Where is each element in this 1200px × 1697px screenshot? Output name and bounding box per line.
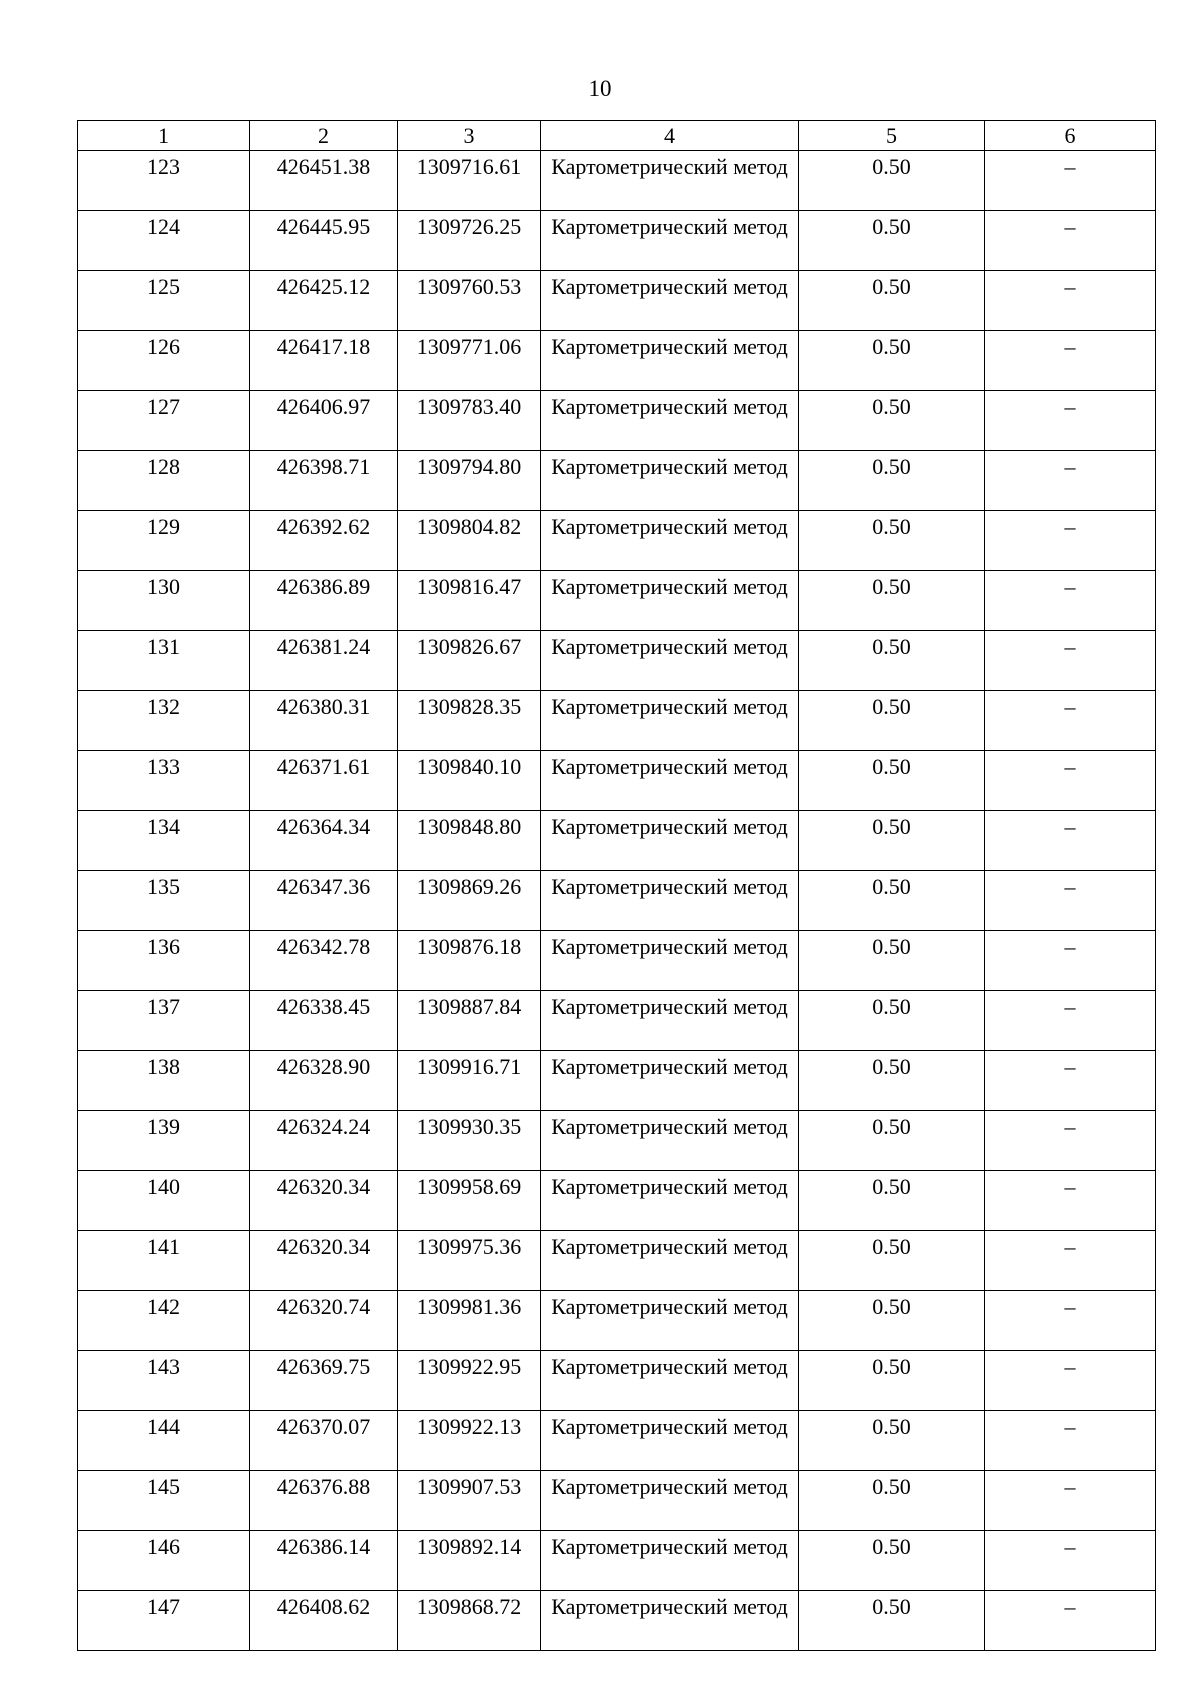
x-coordinate-cell: 426408.62: [250, 1591, 398, 1651]
column-header-4: 4: [541, 121, 799, 151]
y-coordinate-cell: 1309783.40: [398, 391, 541, 451]
point-number-cell: 145: [78, 1471, 250, 1531]
accuracy-cell: 0.50: [799, 751, 985, 811]
x-coordinate-cell: 426425.12: [250, 271, 398, 331]
accuracy-cell: 0.50: [799, 631, 985, 691]
column-header-2: 2: [250, 121, 398, 151]
note-cell: –: [985, 1051, 1156, 1111]
method-cell: Картометрический метод: [541, 1531, 799, 1591]
accuracy-cell: 0.50: [799, 451, 985, 511]
table-row: [78, 631, 1156, 691]
note-cell: –: [985, 1411, 1156, 1471]
note-cell: –: [985, 1351, 1156, 1411]
point-number-cell: 147: [78, 1591, 250, 1651]
x-coordinate-cell: 426386.89: [250, 571, 398, 631]
y-coordinate-cell: 1309907.53: [398, 1471, 541, 1531]
table-row: [78, 1171, 1156, 1231]
table-row: [78, 991, 1156, 1051]
method-cell: Картометрический метод: [541, 391, 799, 451]
column-header-1: 1: [78, 121, 250, 151]
accuracy-cell: 0.50: [799, 1351, 985, 1411]
method-cell: Картометрический метод: [541, 691, 799, 751]
accuracy-cell: 0.50: [799, 691, 985, 751]
accuracy-cell: 0.50: [799, 1111, 985, 1171]
note-cell: –: [985, 811, 1156, 871]
y-coordinate-cell: 1309771.06: [398, 331, 541, 391]
x-coordinate-cell: 426371.61: [250, 751, 398, 811]
y-coordinate-cell: 1309975.36: [398, 1231, 541, 1291]
accuracy-cell: 0.50: [799, 331, 985, 391]
point-number-cell: 133: [78, 751, 250, 811]
y-coordinate-cell: 1309794.80: [398, 451, 541, 511]
point-number-cell: 134: [78, 811, 250, 871]
point-number-cell: 124: [78, 211, 250, 271]
y-coordinate-cell: 1309826.67: [398, 631, 541, 691]
x-coordinate-cell: 426381.24: [250, 631, 398, 691]
x-coordinate-cell: 426320.74: [250, 1291, 398, 1351]
point-number-cell: 136: [78, 931, 250, 991]
table-row: [78, 931, 1156, 991]
table-row: [78, 811, 1156, 871]
point-number-cell: 129: [78, 511, 250, 571]
method-cell: Картометрический метод: [541, 1411, 799, 1471]
table-row: [78, 1231, 1156, 1291]
method-cell: Картометрический метод: [541, 991, 799, 1051]
x-coordinate-cell: 426451.38: [250, 151, 398, 211]
accuracy-cell: 0.50: [799, 271, 985, 331]
accuracy-cell: 0.50: [799, 1291, 985, 1351]
note-cell: –: [985, 931, 1156, 991]
accuracy-cell: 0.50: [799, 1531, 985, 1591]
y-coordinate-cell: 1309958.69: [398, 1171, 541, 1231]
method-cell: Картометрический метод: [541, 451, 799, 511]
column-header-5: 5: [799, 121, 985, 151]
y-coordinate-cell: 1309916.71: [398, 1051, 541, 1111]
method-cell: Картометрический метод: [541, 1291, 799, 1351]
x-coordinate-cell: 426376.88: [250, 1471, 398, 1531]
accuracy-cell: 0.50: [799, 1471, 985, 1531]
x-coordinate-cell: 426386.14: [250, 1531, 398, 1591]
note-cell: –: [985, 1531, 1156, 1591]
point-number-cell: 132: [78, 691, 250, 751]
y-coordinate-cell: 1309869.26: [398, 871, 541, 931]
point-number-cell: 139: [78, 1111, 250, 1171]
y-coordinate-cell: 1309930.35: [398, 1111, 541, 1171]
point-number-cell: 138: [78, 1051, 250, 1111]
note-cell: –: [985, 571, 1156, 631]
method-cell: Картометрический метод: [541, 631, 799, 691]
note-cell: –: [985, 1231, 1156, 1291]
x-coordinate-cell: 426338.45: [250, 991, 398, 1051]
table-row: [78, 1531, 1156, 1591]
x-coordinate-cell: 426417.18: [250, 331, 398, 391]
point-number-cell: 128: [78, 451, 250, 511]
note-cell: –: [985, 451, 1156, 511]
method-cell: Картометрический метод: [541, 751, 799, 811]
point-number-cell: 135: [78, 871, 250, 931]
accuracy-cell: 0.50: [799, 811, 985, 871]
table-row: [78, 571, 1156, 631]
x-coordinate-cell: 426369.75: [250, 1351, 398, 1411]
page-number: 10: [588, 76, 612, 101]
method-cell: Картометрический метод: [541, 211, 799, 271]
y-coordinate-cell: 1309922.13: [398, 1411, 541, 1471]
note-cell: –: [985, 271, 1156, 331]
y-coordinate-cell: 1309848.80: [398, 811, 541, 871]
point-number-cell: 141: [78, 1231, 250, 1291]
method-cell: Картометрический метод: [541, 331, 799, 391]
y-coordinate-cell: 1309981.36: [398, 1291, 541, 1351]
note-cell: –: [985, 211, 1156, 271]
method-cell: Картометрический метод: [541, 1471, 799, 1531]
x-coordinate-cell: 426445.95: [250, 211, 398, 271]
table-row: [78, 1051, 1156, 1111]
point-number-cell: 130: [78, 571, 250, 631]
point-number-cell: 140: [78, 1171, 250, 1231]
accuracy-cell: 0.50: [799, 1231, 985, 1291]
table-row: [78, 391, 1156, 451]
note-cell: –: [985, 391, 1156, 451]
table-header-row: [78, 121, 1156, 151]
table-row: [78, 1591, 1156, 1651]
table-row: [78, 751, 1156, 811]
note-cell: –: [985, 1591, 1156, 1651]
table-row: [78, 511, 1156, 571]
x-coordinate-cell: 426328.90: [250, 1051, 398, 1111]
method-cell: Картометрический метод: [541, 871, 799, 931]
accuracy-cell: 0.50: [799, 931, 985, 991]
x-coordinate-cell: 426364.34: [250, 811, 398, 871]
coordinates-table: [77, 120, 1156, 1651]
x-coordinate-cell: 426324.24: [250, 1111, 398, 1171]
note-cell: –: [985, 1171, 1156, 1231]
y-coordinate-cell: 1309716.61: [398, 151, 541, 211]
note-cell: –: [985, 1471, 1156, 1531]
point-number-cell: 123: [78, 151, 250, 211]
point-number-cell: 126: [78, 331, 250, 391]
y-coordinate-cell: 1309876.18: [398, 931, 541, 991]
table-row: [78, 331, 1156, 391]
y-coordinate-cell: 1309726.25: [398, 211, 541, 271]
accuracy-cell: 0.50: [799, 1411, 985, 1471]
method-cell: Картометрический метод: [541, 511, 799, 571]
point-number-cell: 144: [78, 1411, 250, 1471]
table-row: [78, 1291, 1156, 1351]
method-cell: Картометрический метод: [541, 151, 799, 211]
accuracy-cell: 0.50: [799, 991, 985, 1051]
table-row: [78, 151, 1156, 211]
method-cell: Картометрический метод: [541, 1351, 799, 1411]
y-coordinate-cell: 1309760.53: [398, 271, 541, 331]
table-row: [78, 451, 1156, 511]
method-cell: Картометрический метод: [541, 271, 799, 331]
accuracy-cell: 0.50: [799, 1051, 985, 1111]
note-cell: –: [985, 1291, 1156, 1351]
table-row: [78, 271, 1156, 331]
table-row: [78, 1411, 1156, 1471]
point-number-cell: 143: [78, 1351, 250, 1411]
method-cell: Картометрический метод: [541, 1051, 799, 1111]
x-coordinate-cell: 426342.78: [250, 931, 398, 991]
y-coordinate-cell: 1309840.10: [398, 751, 541, 811]
y-coordinate-cell: 1309887.84: [398, 991, 541, 1051]
y-coordinate-cell: 1309922.95: [398, 1351, 541, 1411]
table-row: [78, 1351, 1156, 1411]
y-coordinate-cell: 1309892.14: [398, 1531, 541, 1591]
accuracy-cell: 0.50: [799, 211, 985, 271]
x-coordinate-cell: 426320.34: [250, 1231, 398, 1291]
point-number-cell: 142: [78, 1291, 250, 1351]
x-coordinate-cell: 426380.31: [250, 691, 398, 751]
accuracy-cell: 0.50: [799, 151, 985, 211]
accuracy-cell: 0.50: [799, 1591, 985, 1651]
table-row: [78, 211, 1156, 271]
method-cell: Картометрический метод: [541, 931, 799, 991]
note-cell: –: [985, 871, 1156, 931]
method-cell: Картометрический метод: [541, 1591, 799, 1651]
method-cell: Картометрический метод: [541, 1171, 799, 1231]
point-number-cell: 127: [78, 391, 250, 451]
point-number-cell: 131: [78, 631, 250, 691]
column-header-3: 3: [398, 121, 541, 151]
x-coordinate-cell: 426320.34: [250, 1171, 398, 1231]
note-cell: –: [985, 151, 1156, 211]
accuracy-cell: 0.50: [799, 571, 985, 631]
table-row: [78, 1111, 1156, 1171]
accuracy-cell: 0.50: [799, 391, 985, 451]
x-coordinate-cell: 426370.07: [250, 1411, 398, 1471]
accuracy-cell: 0.50: [799, 1171, 985, 1231]
y-coordinate-cell: 1309816.47: [398, 571, 541, 631]
note-cell: –: [985, 751, 1156, 811]
table-row: [78, 691, 1156, 751]
x-coordinate-cell: 426398.71: [250, 451, 398, 511]
point-number-cell: 146: [78, 1531, 250, 1591]
y-coordinate-cell: 1309804.82: [398, 511, 541, 571]
note-cell: –: [985, 631, 1156, 691]
accuracy-cell: 0.50: [799, 871, 985, 931]
note-cell: –: [985, 331, 1156, 391]
accuracy-cell: 0.50: [799, 511, 985, 571]
note-cell: –: [985, 1111, 1156, 1171]
method-cell: Картометрический метод: [541, 571, 799, 631]
point-number-cell: 137: [78, 991, 250, 1051]
x-coordinate-cell: 426347.36: [250, 871, 398, 931]
table-body: [78, 151, 1156, 1651]
method-cell: Картометрический метод: [541, 811, 799, 871]
column-header-6: 6: [985, 121, 1156, 151]
x-coordinate-cell: 426406.97: [250, 391, 398, 451]
table-row: [78, 871, 1156, 931]
note-cell: –: [985, 991, 1156, 1051]
note-cell: –: [985, 691, 1156, 751]
y-coordinate-cell: 1309828.35: [398, 691, 541, 751]
method-cell: Картометрический метод: [541, 1111, 799, 1171]
table-row: [78, 1471, 1156, 1531]
note-cell: –: [985, 511, 1156, 571]
method-cell: Картометрический метод: [541, 1231, 799, 1291]
x-coordinate-cell: 426392.62: [250, 511, 398, 571]
point-number-cell: 125: [78, 271, 250, 331]
y-coordinate-cell: 1309868.72: [398, 1591, 541, 1651]
